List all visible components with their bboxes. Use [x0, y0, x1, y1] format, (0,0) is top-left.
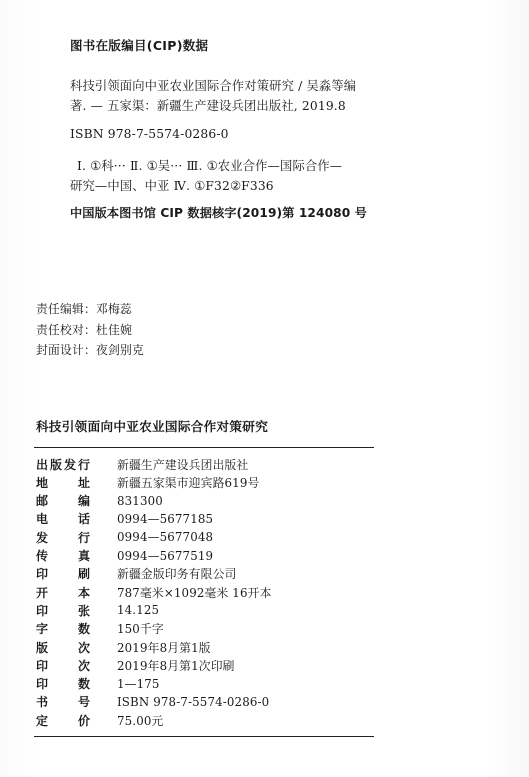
publication-info-row — [36, 566, 236, 582]
publication-info-value: 2019年8月第1版 — [117, 640, 211, 655]
credit-editor: 责任编辑：邓梅蕊 — [36, 302, 132, 316]
credit-proofreader: 责任校对：杜佳婉 — [36, 323, 132, 337]
publication-info-value: 831300 — [117, 493, 163, 508]
publication-info-label — [36, 712, 94, 729]
publication-info-label-char: 话 — [77, 512, 90, 527]
publication-info-label-char: 数 — [77, 677, 90, 692]
publication-info-label — [36, 657, 94, 674]
publication-info-label — [36, 620, 94, 637]
publication-info-row — [36, 474, 259, 490]
publication-info-row — [36, 548, 213, 564]
publication-info-label — [36, 602, 94, 619]
publication-info-label-char: 次 — [77, 640, 90, 655]
publication-info-row — [36, 456, 248, 472]
publication-info-label-char: 字 — [36, 622, 49, 637]
publication-info-value: 0994—5677048 — [117, 530, 214, 545]
publication-info-label-char: 开 — [36, 585, 49, 600]
publication-info-label — [36, 529, 94, 546]
publication-info-label-char: 版 — [36, 640, 49, 655]
publication-info-value: 75.00元 — [117, 713, 164, 728]
publication-info-row — [36, 657, 235, 673]
publication-info-label-char: 号 — [77, 695, 90, 710]
publication-info-value: 1—175 — [117, 676, 160, 691]
cip-classification-line-2: 研究—中国、中亚 Ⅳ. ①F32②F336 — [70, 179, 274, 193]
publication-info-label — [36, 565, 94, 582]
publication-info-label-char: 本 — [77, 585, 90, 600]
publication-info-label-char: 数 — [77, 622, 90, 637]
publication-info-label-char: 真 — [77, 549, 90, 563]
publication-info-label-char: 发 — [63, 457, 76, 472]
publication-info-label — [36, 492, 94, 509]
divider-top — [34, 447, 374, 448]
publication-info-label-char: 印 — [36, 603, 49, 618]
publication-info-label — [36, 675, 94, 692]
publication-info-value: 新疆生产建设兵团出版社 — [117, 457, 249, 472]
publication-info-label-char: 印 — [36, 567, 49, 582]
publication-info-label-char: 次 — [77, 658, 90, 673]
publication-info-label-char: 行 — [77, 530, 90, 545]
publication-info-value: 14.125 — [117, 603, 160, 618]
publication-info-label — [36, 474, 94, 491]
publication-info-label-char: 电 — [36, 512, 49, 527]
publication-info-value: 787毫米×1092毫米 16开本 — [117, 585, 272, 600]
publication-info-label — [36, 456, 94, 473]
publication-info-label-char: 出 — [36, 457, 49, 472]
cip-approval-number: 中国版本图书馆 CIP 数据核字(2019)第 124080 号 — [70, 206, 367, 220]
publication-info-value: 新疆五家渠市迎宾路619号 — [117, 475, 260, 490]
cip-title-line: 科技引领面向中亚农业国际合作对策研究 / 吴淼等编 — [70, 79, 357, 93]
publication-info-label-char: 刷 — [77, 567, 90, 582]
book-title: 科技引领面向中亚农业国际合作对策研究 — [36, 419, 269, 434]
publication-info-label-char: 印 — [36, 658, 49, 673]
publication-info-row — [36, 602, 159, 618]
publication-info-label — [36, 639, 94, 656]
publication-info-value: 0994—5677519 — [117, 548, 214, 563]
publication-info-row — [36, 712, 163, 728]
cip-heading: 图书在版编目(CIP)数据 — [70, 38, 209, 53]
publication-info-value: 0994—5677185 — [117, 511, 214, 526]
credit-cover-design: 封面设计：夜剑别克 — [36, 343, 144, 357]
publication-info-label-char: 版 — [49, 457, 62, 472]
publication-info-row — [36, 529, 213, 545]
publication-info-label-char: 价 — [77, 713, 90, 728]
cip-classification-line-1: Ⅰ. ①科··· Ⅱ. ①吴··· Ⅲ. ①农业合作—国际合作— — [77, 159, 343, 173]
publication-info-label — [36, 693, 94, 710]
publication-info-label-char: 地 — [36, 475, 49, 490]
cip-isbn-line: ISBN 978-7-5574-0286-0 — [70, 127, 229, 141]
publication-info-label-char: 邮 — [36, 494, 49, 509]
publication-info-label-char: 行 — [77, 457, 90, 472]
publication-info-value: 150千字 — [117, 622, 164, 637]
publication-info-label-char: 址 — [77, 475, 90, 490]
publication-info-row — [36, 511, 213, 527]
publication-info-row — [36, 493, 163, 509]
publication-info-label-char: 书 — [36, 695, 49, 710]
publication-info-label-char: 传 — [36, 549, 49, 563]
publication-info-value: ISBN 978-7-5574-0286-0 — [117, 694, 270, 709]
publication-info-row — [36, 694, 269, 710]
publication-info-label-char: 发 — [36, 530, 49, 545]
publication-info-label — [36, 584, 94, 601]
cip-publisher-line: 著. — 五家渠：新疆生产建设兵团出版社, 2019.8 — [70, 99, 346, 113]
publication-info-label-char: 张 — [77, 603, 90, 618]
publication-info-label-char: 定 — [36, 713, 49, 728]
publication-info-row — [36, 584, 272, 600]
publication-info-row — [36, 639, 211, 655]
publication-info-label — [36, 547, 94, 564]
publication-info-label-char: 编 — [77, 494, 90, 509]
divider-bottom — [34, 736, 374, 737]
publication-info-label-char: 印 — [36, 677, 49, 692]
publication-info-value: 新疆金版印务有限公司 — [117, 567, 237, 582]
publication-info-value: 2019年8月第1次印刷 — [117, 658, 235, 673]
publication-info-label — [36, 510, 94, 527]
publication-info-row — [36, 621, 164, 637]
publication-info-row — [36, 676, 160, 692]
